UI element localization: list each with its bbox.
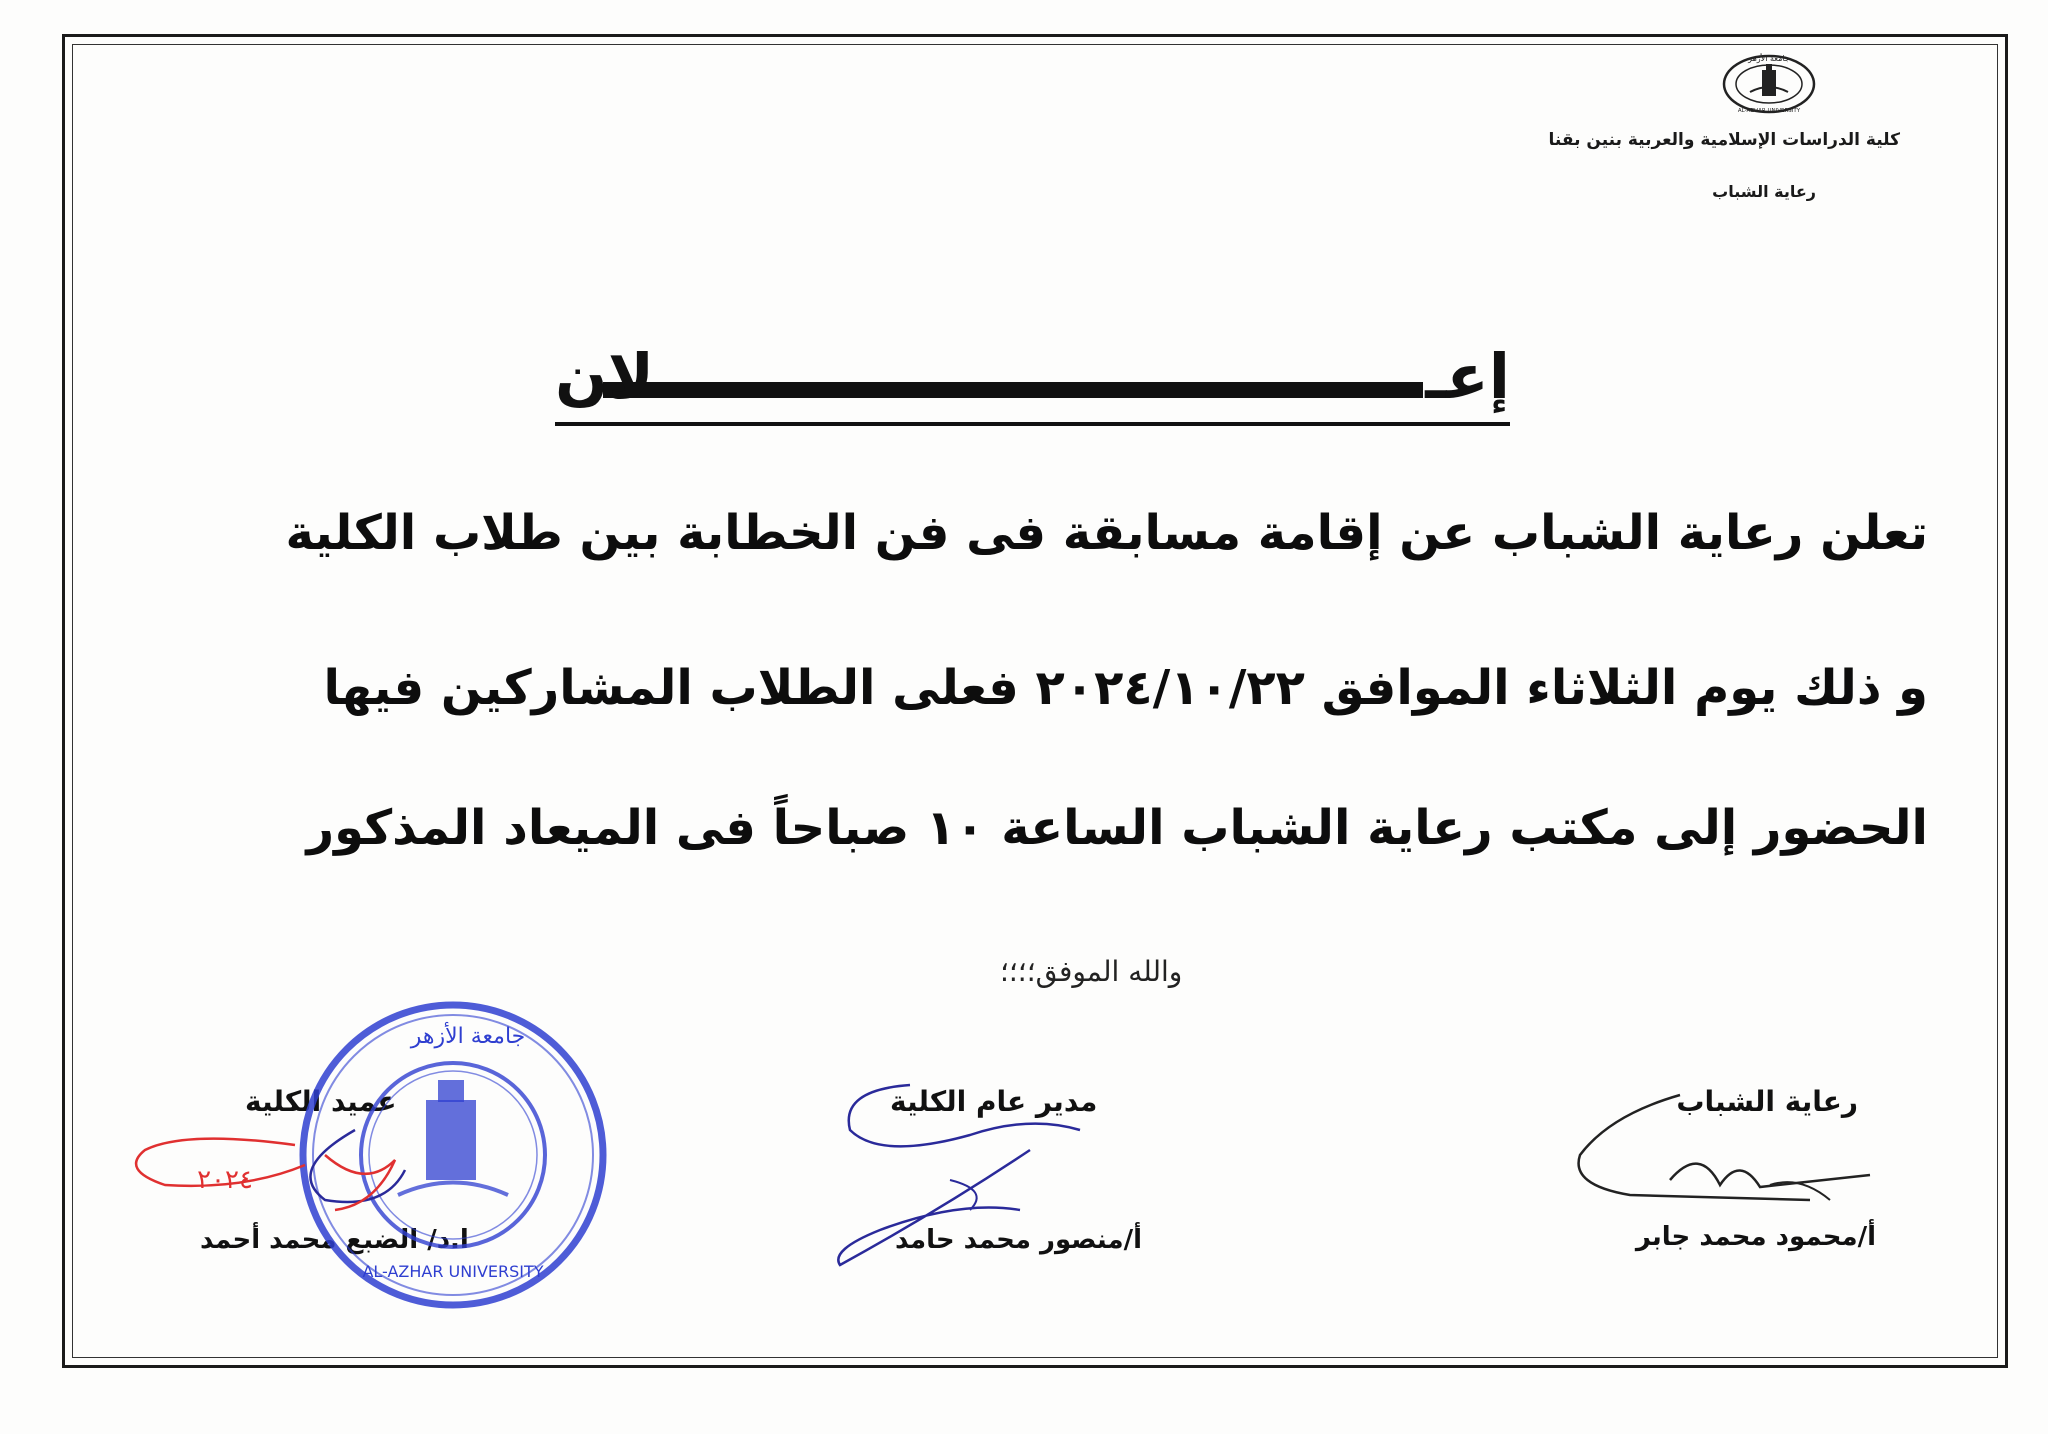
title-underline [555,422,1510,426]
announcement-title [555,340,1510,420]
logo-text-ar: جامعة الأزهر [1748,54,1790,63]
signature-title-dean: عميد الكلية [245,1085,397,1118]
handwritten-signature-youth-care [1570,1075,1890,1215]
handwritten-note: ٢٠٢٤ [197,1165,253,1195]
signature-title-general-manager: مدير عام الكلية [890,1085,1098,1118]
title-kashida-bar [603,382,1423,398]
stamp-text-en: AL-AZHAR UNIVERSITY [362,1262,544,1281]
handwritten-signature-general-manager [820,1060,1100,1280]
signature-title-youth-care: رعاية الشباب [1676,1085,1858,1118]
body-line-2: و ذلك يوم الثلاثاء الموافق ٢٠٢٤/١٠/٢٢ فعلى الطلاب المشاركين فيها [323,660,1928,716]
closing-phrase: والله الموفق؛؛؛؛ [1000,955,1183,988]
signature-name-general-manager: أ/منصور محمد حامد [895,1225,1143,1255]
al-azhar-university-logo-icon [1720,52,1818,116]
logo-text-en: AL-AZHAR UNIVERSITY [1737,108,1801,114]
college-name: كلية الدراسات الإسلامية والعربية بنين بقنا [1548,130,1900,150]
department-name: رعاية الشباب [1712,182,1816,201]
body-line-1: تعلن رعاية الشباب عن إقامة مسابقة فى فن الخطابة بين طلاب الكلية [285,505,1928,561]
title-start: إعـ [1425,340,1510,413]
handwritten-signature-dean [125,1110,425,1230]
title-end: لان [555,340,655,413]
body-line-3: الحضور إلى مكتب رعاية الشباب الساعة ١٠ صباحاً فى الميعاد المذكور [306,800,1928,856]
signature-name-youth-care: أ/محمود محمد جابر [1635,1222,1876,1252]
stamp-text-ar: جامعة الأزهر [410,1024,526,1049]
signature-name-dean: ا.د/ الضبع محمد أحمد [200,1225,469,1255]
